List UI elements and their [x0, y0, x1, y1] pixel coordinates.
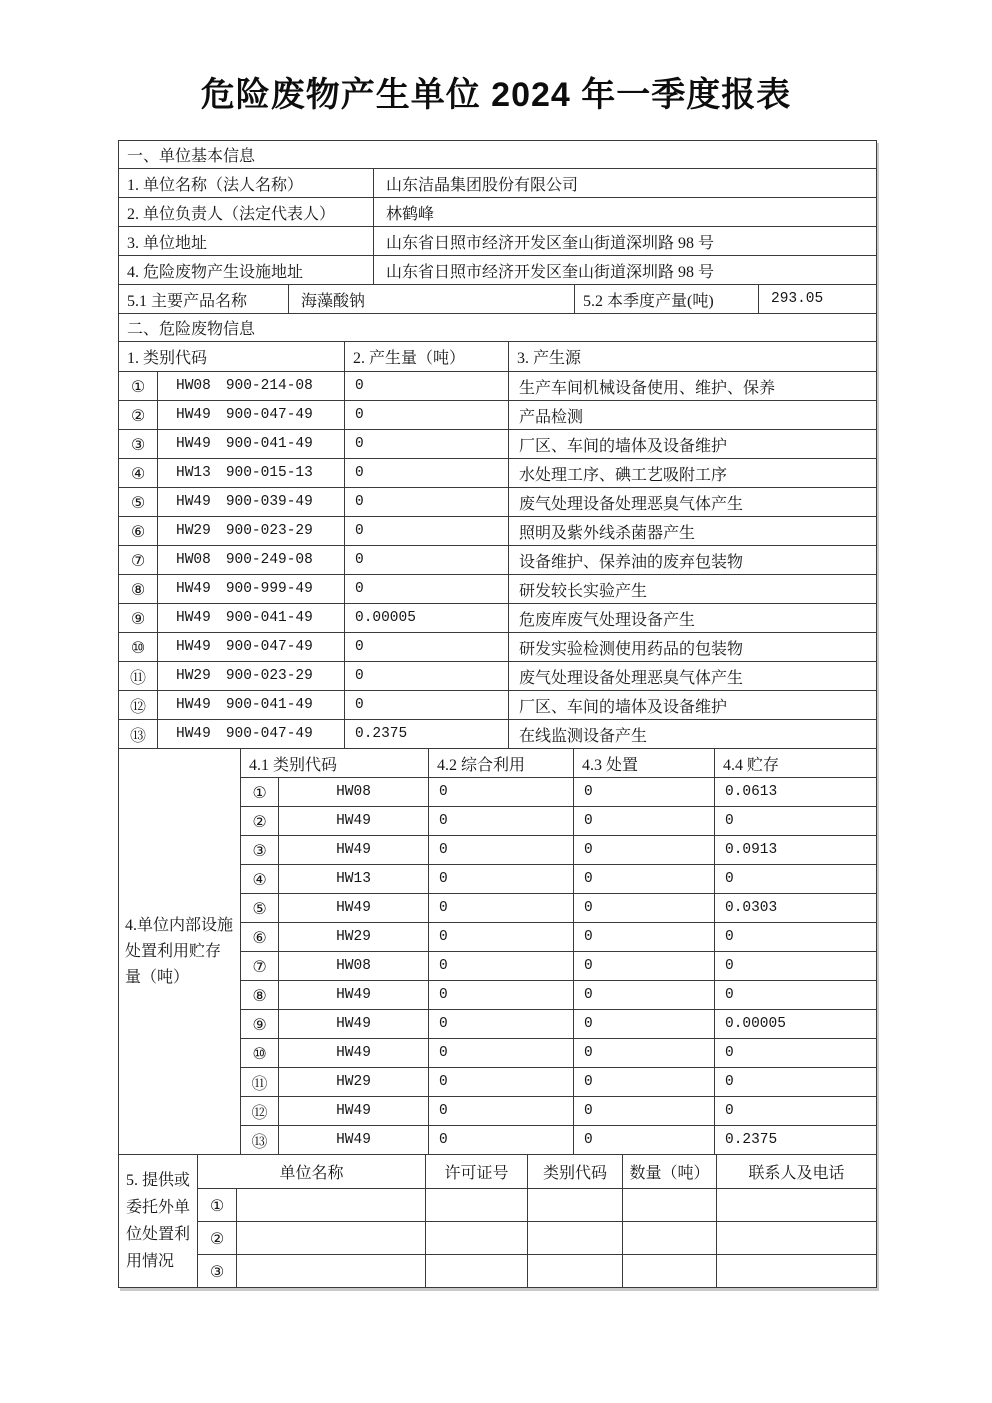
- column-header-class-code: 4.1 类别代码: [240, 748, 428, 777]
- internal-row: [240, 1125, 876, 1154]
- recycled-amount: 0: [428, 1125, 573, 1154]
- hw-class: HW08: [176, 378, 211, 394]
- basic-info-row: [118, 226, 876, 255]
- waste-row: [118, 545, 876, 574]
- recycled-amount: 0: [428, 980, 573, 1009]
- code-number: 900-041-49: [225, 610, 313, 626]
- unit-name-value: [236, 1188, 425, 1221]
- stored-amount: 0: [714, 922, 876, 951]
- waste-source: 产品检测: [508, 400, 876, 429]
- product-name-value: 海藻酸钠: [288, 284, 574, 313]
- waste-source: 危废库废气处理设备产生: [508, 603, 876, 632]
- code-number: 900-047-49: [225, 726, 313, 742]
- disposed-amount: 0: [573, 951, 714, 980]
- hw-class: HW49: [176, 610, 211, 626]
- disposed-amount: 0: [573, 777, 714, 806]
- column-header-contact: 联系人及电话: [716, 1154, 876, 1188]
- waste-code-cell: [157, 371, 344, 400]
- waste-amount: 0: [344, 516, 508, 545]
- row-number: ③: [197, 1254, 236, 1287]
- hw-class: HW49: [176, 581, 211, 597]
- waste-amount: 0: [344, 429, 508, 458]
- waste-row: [118, 400, 876, 429]
- field-value: 林鹤峰: [373, 197, 876, 226]
- field-value: 山东洁晶集团股份有限公司: [373, 168, 876, 197]
- hw-class: HW49: [176, 407, 211, 423]
- row-number: ⑬: [240, 1125, 278, 1154]
- stored-amount: 0.2375: [714, 1125, 876, 1154]
- waste-amount: 0.2375: [344, 719, 508, 748]
- class-code-value: [527, 1188, 622, 1221]
- waste-row: [118, 458, 876, 487]
- row-number: ③: [118, 429, 157, 458]
- row-number: ⑫: [118, 690, 157, 719]
- waste-row: [118, 632, 876, 661]
- external-row: [197, 1221, 876, 1254]
- row-number: ⑧: [118, 574, 157, 603]
- recycled-amount: 0: [428, 1038, 573, 1067]
- unit-name-value: [236, 1221, 425, 1254]
- code-number: 900-023-29: [225, 668, 313, 684]
- waste-row: [118, 661, 876, 690]
- code-number: 900-041-49: [225, 697, 313, 713]
- row-number: ①: [197, 1188, 236, 1221]
- waste-amount: 0: [344, 690, 508, 719]
- row-number: ②: [240, 806, 278, 835]
- stored-amount: 0: [714, 951, 876, 980]
- waste-row: [118, 690, 876, 719]
- internal-row: [240, 835, 876, 864]
- license-value: [425, 1254, 527, 1287]
- waste-row: [118, 719, 876, 748]
- waste-code-cell: [157, 690, 344, 719]
- row-number: ②: [197, 1221, 236, 1254]
- hw-class: HW49: [278, 893, 428, 922]
- waste-code-cell: [157, 400, 344, 429]
- external-disposal-label: 5. 提供或委托外单位处置利用情况: [118, 1154, 197, 1287]
- internal-rows: [240, 777, 876, 1154]
- disposed-amount: 0: [573, 1009, 714, 1038]
- license-value: [425, 1188, 527, 1221]
- disposed-amount: 0: [573, 806, 714, 835]
- hw-class: HW49: [176, 697, 211, 713]
- basic-info-row: [118, 168, 876, 197]
- disposed-amount: 0: [573, 1096, 714, 1125]
- quantity-value: [622, 1188, 716, 1221]
- waste-code-cell: [157, 487, 344, 516]
- waste-amount: 0: [344, 661, 508, 690]
- hw-class: HW08: [176, 552, 211, 568]
- hw-class: HW49: [278, 1096, 428, 1125]
- waste-code-cell: [157, 632, 344, 661]
- section2-header: 二、危险废物信息: [118, 313, 876, 341]
- field-label: 2. 单位负责人（法定代表人）: [118, 197, 373, 226]
- stored-amount: 0.0303: [714, 893, 876, 922]
- recycled-amount: 0: [428, 835, 573, 864]
- row-number: ⑥: [240, 922, 278, 951]
- waste-row: [118, 516, 876, 545]
- row-number: ③: [240, 835, 278, 864]
- field-label: 3. 单位地址: [118, 226, 373, 255]
- contact-value: [716, 1188, 876, 1221]
- hw-class: HW49: [278, 1009, 428, 1038]
- product-name-label: 5.1 主要产品名称: [118, 284, 288, 313]
- waste-source: 废气处理设备处理恶臭气体产生: [508, 487, 876, 516]
- internal-disposal-label: 4.单位内部设施处置利用贮存量（吨）: [118, 748, 240, 1154]
- recycled-amount: 0: [428, 1009, 573, 1038]
- internal-row: [240, 806, 876, 835]
- code-number: 900-047-49: [225, 407, 313, 423]
- row-number: ⑧: [240, 980, 278, 1009]
- recycled-amount: 0: [428, 806, 573, 835]
- disposed-amount: 0: [573, 864, 714, 893]
- internal-columns-row: [240, 748, 876, 777]
- waste-amount: 0: [344, 400, 508, 429]
- page-title: 危险废物产生单位 2024 年一季度报表: [200, 76, 792, 114]
- code-number: 900-041-49: [225, 436, 313, 452]
- class-code-value: [527, 1254, 622, 1287]
- waste-row: [118, 574, 876, 603]
- recycled-amount: 0: [428, 1096, 573, 1125]
- stored-amount: 0: [714, 864, 876, 893]
- waste-amount: 0: [344, 574, 508, 603]
- column-header-dispose: 4.3 处置: [573, 748, 714, 777]
- code-number: 900-015-13: [225, 465, 313, 481]
- row-number: ⑪: [240, 1067, 278, 1096]
- hw-class: HW49: [176, 726, 211, 742]
- disposed-amount: 0: [573, 893, 714, 922]
- license-value: [425, 1221, 527, 1254]
- waste-row: [118, 371, 876, 400]
- external-columns-row: [197, 1154, 876, 1188]
- internal-row: [240, 1038, 876, 1067]
- row-number: ①: [118, 371, 157, 400]
- row-number: ⑤: [118, 487, 157, 516]
- waste-source: 在线监测设备产生: [508, 719, 876, 748]
- waste-source: 生产车间机械设备使用、维护、保养: [508, 371, 876, 400]
- internal-row: [240, 922, 876, 951]
- disposed-amount: 0: [573, 835, 714, 864]
- waste-source: 设备维护、保养油的废弃包装物: [508, 545, 876, 574]
- waste-source: 水处理工序、碘工艺吸附工序: [508, 458, 876, 487]
- internal-row: [240, 777, 876, 806]
- stored-amount: 0: [714, 806, 876, 835]
- internal-row: [240, 951, 876, 980]
- row-number: ⑪: [118, 661, 157, 690]
- internal-disposal-table: [240, 748, 876, 1154]
- waste-source: 照明及紫外线杀菌器产生: [508, 516, 876, 545]
- hw-class: HW49: [176, 639, 211, 655]
- waste-amount: 0.00005: [344, 603, 508, 632]
- recycled-amount: 0: [428, 951, 573, 980]
- waste-amount: 0: [344, 371, 508, 400]
- field-label: 1. 单位名称（法人名称）: [118, 168, 373, 197]
- stored-amount: 0: [714, 980, 876, 1009]
- disposed-amount: 0: [573, 980, 714, 1009]
- waste-code-cell: [157, 719, 344, 748]
- waste-amount: 0: [344, 545, 508, 574]
- code-number: 900-047-49: [225, 639, 313, 655]
- column-header-store: 4.4 贮存: [714, 748, 876, 777]
- hw-class: HW49: [278, 806, 428, 835]
- section1-header-row: [118, 140, 876, 168]
- external-disposal-table: [197, 1154, 876, 1287]
- row-number: ⑫: [240, 1096, 278, 1125]
- waste-source: 废气处理设备处理恶臭气体产生: [508, 661, 876, 690]
- hw-class: HW08: [278, 951, 428, 980]
- waste-code-cell: [157, 603, 344, 632]
- row-number: ⑦: [118, 545, 157, 574]
- row-number: ④: [240, 864, 278, 893]
- quantity-value: [622, 1254, 716, 1287]
- external-rows: [197, 1188, 876, 1287]
- waste-amount: 0: [344, 458, 508, 487]
- internal-row: [240, 1067, 876, 1096]
- code-number: 900-999-49: [225, 581, 313, 597]
- field-value: 山东省日照市经济开发区奎山街道深圳路 98 号: [373, 226, 876, 255]
- external-disposal-section: [118, 1154, 876, 1287]
- internal-row: [240, 1096, 876, 1125]
- unit-name-value: [236, 1254, 425, 1287]
- contact-value: [716, 1221, 876, 1254]
- column-header-class-code: 类别代码: [527, 1154, 622, 1188]
- waste-rows: [118, 371, 876, 748]
- section2-header-row: [118, 313, 876, 341]
- contact-value: [716, 1254, 876, 1287]
- hw-class: HW13: [176, 465, 211, 481]
- recycled-amount: 0: [428, 922, 573, 951]
- external-row: [197, 1254, 876, 1287]
- column-header-code: 1. 类别代码: [118, 341, 344, 371]
- waste-code-cell: [157, 429, 344, 458]
- internal-row: [240, 893, 876, 922]
- code-number: 900-249-08: [225, 552, 313, 568]
- hw-class: HW49: [176, 436, 211, 452]
- basic-info-row: [118, 197, 876, 226]
- report-table: [118, 140, 877, 1288]
- product-row: [118, 284, 876, 313]
- recycled-amount: 0: [428, 777, 573, 806]
- product-qty-value: 293.05: [758, 284, 876, 313]
- disposed-amount: 0: [573, 1067, 714, 1096]
- column-header-source: 3. 产生源: [508, 341, 876, 371]
- stored-amount: 0.00005: [714, 1009, 876, 1038]
- row-number: ②: [118, 400, 157, 429]
- product-qty-label: 5.2 本季度产量(吨): [574, 284, 758, 313]
- disposed-amount: 0: [573, 922, 714, 951]
- row-number: ⑬: [118, 719, 157, 748]
- row-number: ⑨: [240, 1009, 278, 1038]
- waste-row: [118, 603, 876, 632]
- waste-source: 厂区、车间的墙体及设备维护: [508, 690, 876, 719]
- disposed-amount: 0: [573, 1125, 714, 1154]
- hw-class: HW13: [278, 864, 428, 893]
- waste-code-cell: [157, 458, 344, 487]
- waste-code-cell: [157, 574, 344, 603]
- waste-row: [118, 487, 876, 516]
- column-header-amount: 2. 产生量（吨）: [344, 341, 508, 371]
- field-label: 4. 危险废物产生设施地址: [118, 255, 373, 284]
- hw-class: HW49: [278, 1125, 428, 1154]
- hw-class: HW29: [278, 1067, 428, 1096]
- field-value: 山东省日照市经济开发区奎山街道深圳路 98 号: [373, 255, 876, 284]
- recycled-amount: 0: [428, 893, 573, 922]
- row-number: ④: [118, 458, 157, 487]
- row-number: ⑩: [118, 632, 157, 661]
- column-header-recycle: 4.2 综合利用: [428, 748, 573, 777]
- internal-row: [240, 1009, 876, 1038]
- row-number: ⑩: [240, 1038, 278, 1067]
- waste-source: 研发较长实验产生: [508, 574, 876, 603]
- recycled-amount: 0: [428, 1067, 573, 1096]
- column-header-quantity: 数量（吨）: [622, 1154, 716, 1188]
- column-header-unit-name: 单位名称: [197, 1154, 425, 1188]
- waste-code-cell: [157, 545, 344, 574]
- recycled-amount: 0: [428, 864, 573, 893]
- basic-info-row: [118, 255, 876, 284]
- section1-header: 一、单位基本信息: [118, 140, 876, 168]
- hw-class: HW29: [176, 668, 211, 684]
- row-number: ⑤: [240, 893, 278, 922]
- internal-disposal-section: [118, 748, 876, 1154]
- stored-amount: 0.0913: [714, 835, 876, 864]
- hw-class: HW49: [176, 494, 211, 510]
- column-header-license: 许可证号: [425, 1154, 527, 1188]
- waste-code-cell: [157, 516, 344, 545]
- class-code-value: [527, 1221, 622, 1254]
- row-number: ⑥: [118, 516, 157, 545]
- row-number: ⑨: [118, 603, 157, 632]
- quantity-value: [622, 1221, 716, 1254]
- disposed-amount: 0: [573, 1038, 714, 1067]
- stored-amount: 0: [714, 1038, 876, 1067]
- external-row: [197, 1188, 876, 1221]
- internal-row: [240, 980, 876, 1009]
- hw-class: HW29: [176, 523, 211, 539]
- hw-class: HW49: [278, 1038, 428, 1067]
- stored-amount: 0: [714, 1067, 876, 1096]
- hw-class: HW29: [278, 922, 428, 951]
- hw-class: HW08: [278, 777, 428, 806]
- internal-row: [240, 864, 876, 893]
- waste-amount: 0: [344, 487, 508, 516]
- hw-class: HW49: [278, 835, 428, 864]
- code-number: 900-023-29: [225, 523, 313, 539]
- row-number: ①: [240, 777, 278, 806]
- stored-amount: 0.0613: [714, 777, 876, 806]
- hw-class: HW49: [278, 980, 428, 1009]
- waste-row: [118, 429, 876, 458]
- basic-info-rows: [118, 168, 876, 284]
- stored-amount: 0: [714, 1096, 876, 1125]
- code-number: 900-214-08: [225, 378, 313, 394]
- row-number: ⑦: [240, 951, 278, 980]
- code-number: 900-039-49: [225, 494, 313, 510]
- waste-columns-row: [118, 341, 876, 371]
- waste-source: 厂区、车间的墙体及设备维护: [508, 429, 876, 458]
- waste-code-cell: [157, 661, 344, 690]
- waste-amount: 0: [344, 632, 508, 661]
- waste-source: 研发实验检测使用药品的包装物: [508, 632, 876, 661]
